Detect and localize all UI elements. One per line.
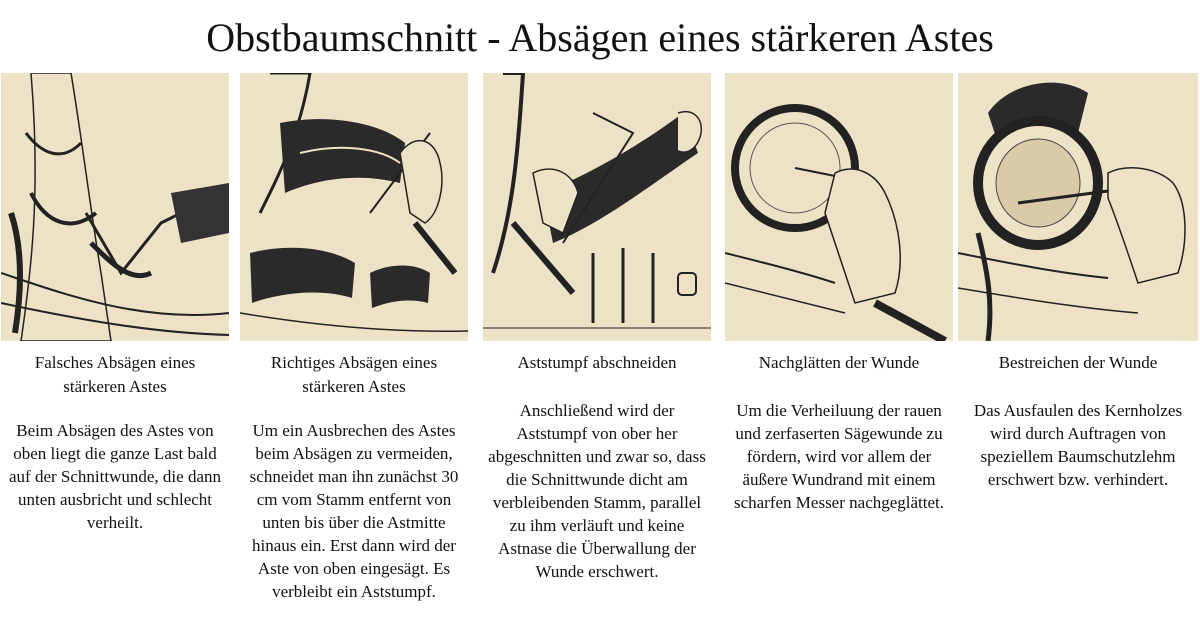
- caption: Nachglätten der Wunde: [758, 353, 920, 372]
- step-richtiges-absaegen: [240, 73, 468, 603]
- illustration-wrong-sawing: [1, 73, 229, 341]
- caption: Aststumpf abschneiden: [517, 353, 677, 372]
- step-aststumpf-abschneiden: [483, 73, 711, 583]
- illustration-paint-wound: [958, 73, 1198, 341]
- description: Um die Verheiluung der rauen und zerfaserten Sägewunde zu fördern, wird vor allem der äußere Wundrand mit einem scharfen Messer nachgeglättet.: [733, 401, 945, 512]
- caption: Falsches Absägen eines stärkeren Astes: [34, 353, 196, 396]
- page-title: Obstbaumschnitt - Absägen eines stärkeren Astes: [206, 15, 994, 60]
- description: Das Ausfaulen des Kernholzes wird durch Auftragen von speziellem Baumschutzlehm erschwert bzw. verhindert.: [973, 401, 1183, 489]
- step-falsches-absaegen: [1, 73, 229, 534]
- step-bestreichen: [958, 73, 1198, 491]
- illustration-correct-sawing: [240, 73, 468, 341]
- step-nachglaetten: [725, 73, 953, 514]
- description: Beim Absägen des Astes von oben liegt die ganze Last bald auf der Schnittwunde, die dann unten ausbricht und schlecht verheilt.: [9, 421, 221, 532]
- caption: Richtiges Absägen eines stärkeren Astes: [270, 353, 438, 396]
- caption: Bestreichen der Wunde: [998, 353, 1158, 372]
- description: Anschließend wird der Aststumpf von ober her abgeschnitten und zwar so, dass die Schnittwunde dicht am verbleibenden Stamm, parallel zu ihm verläuft und keine Astnase die Überwallung der Wunde erschwert.: [488, 401, 706, 581]
- illustration-smooth-wound: [725, 73, 953, 341]
- illustration-cut-stump: [483, 73, 711, 341]
- description: Um ein Ausbrechen des Astes beim Absägen zu vermeiden, schneidet man ihn zunächst 30 cm vom Stamm entfernt von unten bis über die Astmitte hinaus ein. Erst dann wird der Aste von oben eingesägt. Es verbleibt ein Aststumpf.: [249, 421, 459, 601]
